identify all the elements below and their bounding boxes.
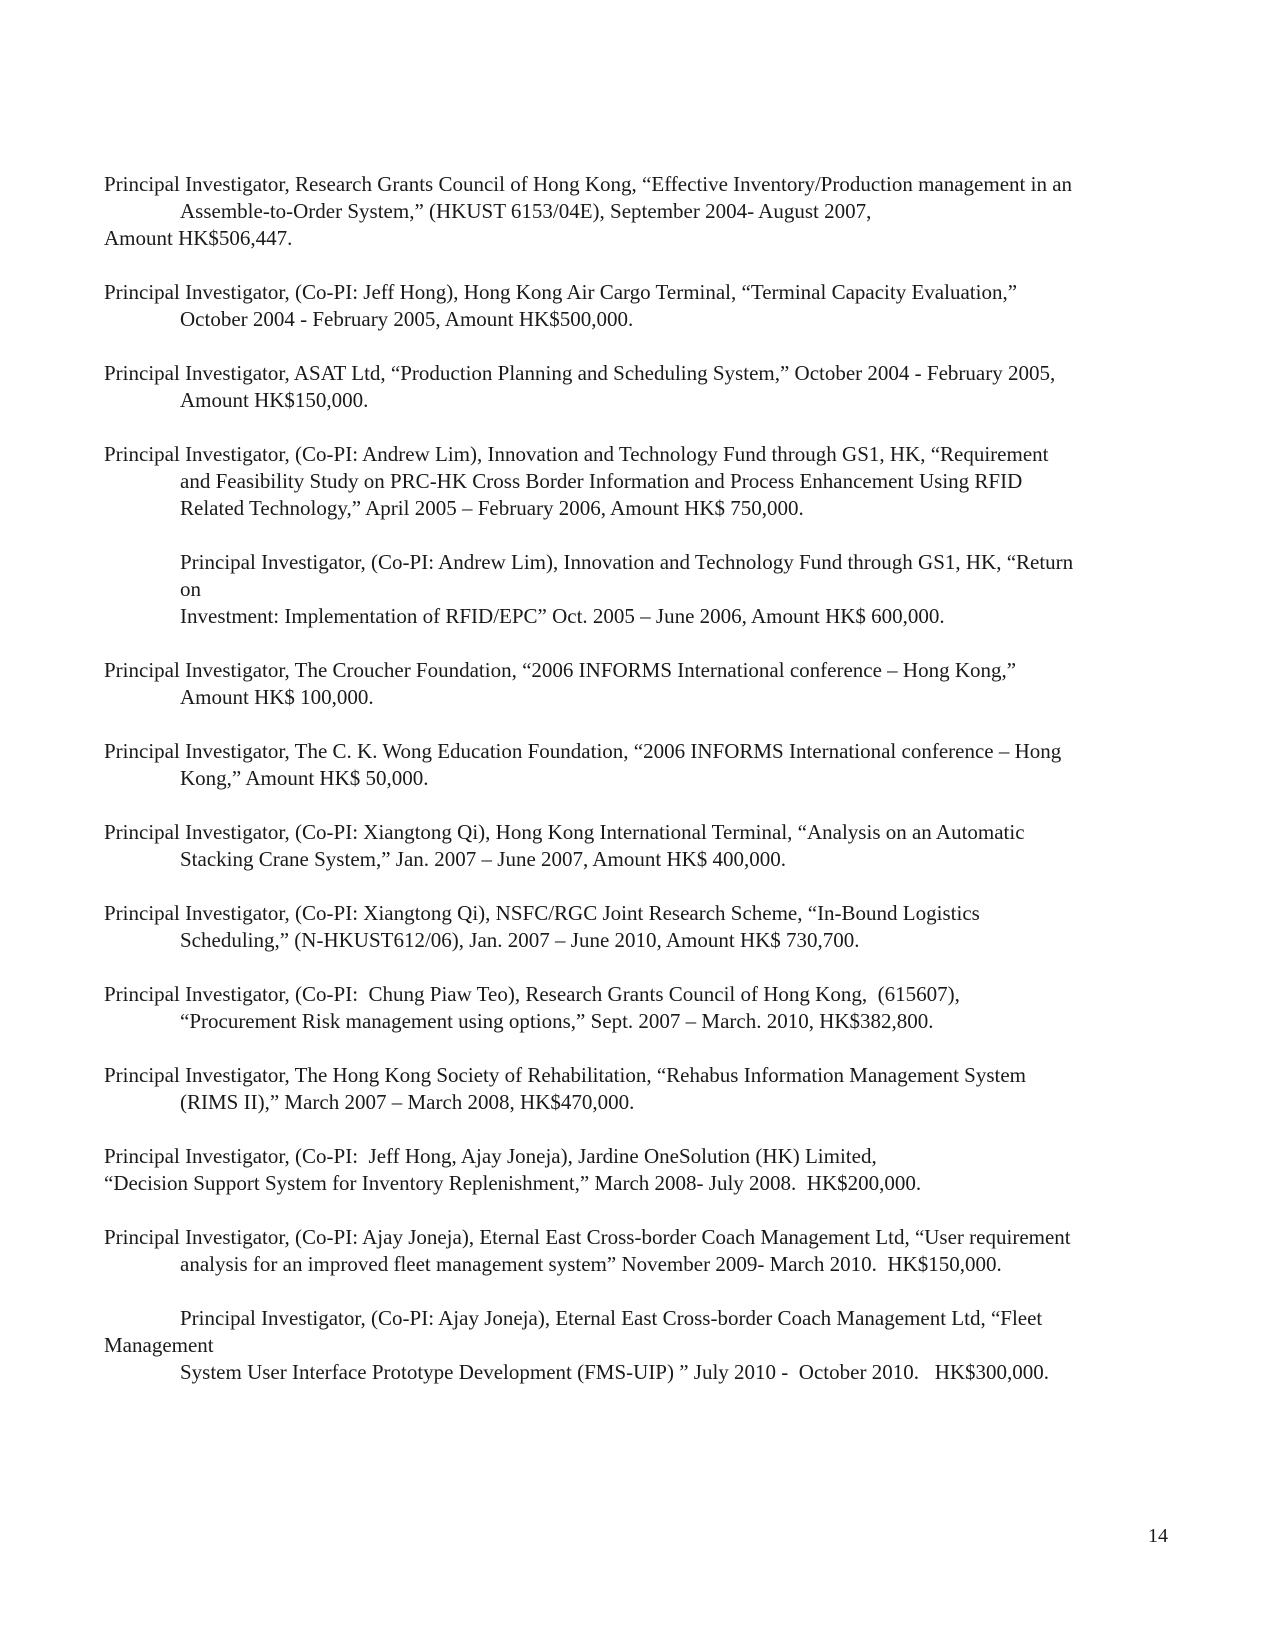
entry-11-line-2: (RIMS II),” March 2007 – March 2008, HK$470,000. — [180, 1090, 635, 1114]
entry-1-line-3: Amount HK$506,447. — [104, 226, 293, 250]
entry-5-line-2: on — [180, 577, 201, 601]
page-number: 14 — [1148, 1525, 1168, 1547]
entry-9-line-1: Principal Investigator, (Co-PI: Xiangtong Qi), NSFC/RGC Joint Research Scheme, “In-Bound Logistics — [104, 901, 980, 925]
entry-10-line-2: “Procurement Risk management using options,” Sept. 2007 – March. 2010, HK$382,800. — [180, 1009, 934, 1033]
entry-4-line-1: Principal Investigator, (Co-PI: Andrew Lim), Innovation and Technology Fund through GS1, HK, “Requirement — [104, 442, 1049, 466]
entry-14-line-3: System User Interface Prototype Development (FMS-UIP) ” July 2010 - October 2010. HK$300,000. — [180, 1360, 1050, 1384]
entry-14-line-1: Principal Investigator, (Co-PI: Ajay Joneja), Eternal East Cross-border Coach Management Ltd, “Fleet — [180, 1306, 1043, 1330]
entry-5-line-3: Investment: Implementation of RFID/EPC” Oct. 2005 – June 2006, Amount HK$ 600,000. — [180, 604, 945, 628]
entry-13-line-2: analysis for an improved fleet management system” November 2009- March 2010. HK$150,000. — [180, 1252, 1002, 1276]
entry-5-line-1: Principal Investigator, (Co-PI: Andrew Lim), Innovation and Technology Fund through GS1, HK, “Return — [180, 550, 1074, 574]
entry-1-line-1: Principal Investigator, Research Grants Council of Hong Kong, “Effective Inventory/Production management in an — [104, 172, 1073, 196]
entry-12-line-2: “Decision Support System for Inventory Replenishment,” March 2008- July 2008. HK$200,000. — [104, 1171, 922, 1195]
entry-8-line-2: Stacking Crane System,” Jan. 2007 – June 2007, Amount HK$ 400,000. — [180, 847, 787, 871]
entry-6-line-2: Amount HK$ 100,000. — [180, 685, 374, 709]
entry-13-line-1: Principal Investigator, (Co-PI: Ajay Joneja), Eternal East Cross-border Coach Management Ltd, “User requirement — [104, 1225, 1071, 1249]
entry-3-line-2: Amount HK$150,000. — [180, 388, 369, 412]
entry-12-line-1: Principal Investigator, (Co-PI: Jeff Hong, Ajay Joneja), Jardine OneSolution (HK) Limited, — [104, 1144, 877, 1168]
entry-7-line-2: Kong,” Amount HK$ 50,000. — [180, 766, 429, 790]
entry-4-line-2: and Feasibility Study on PRC-HK Cross Border Information and Process Enhancement Using RFID — [180, 469, 1023, 493]
entry-3-line-1: Principal Investigator, ASAT Ltd, “Production Planning and Scheduling System,” October 2004 - February 2005, — [104, 361, 1056, 385]
entry-8-line-1: Principal Investigator, (Co-PI: Xiangtong Qi), Hong Kong International Terminal, “Analysis on an Automatic — [104, 820, 1025, 844]
entry-14-line-2: Management — [104, 1333, 214, 1357]
entry-7-line-1: Principal Investigator, The C. K. Wong Education Foundation, “2006 INFORMS International conference – Hong — [104, 739, 1062, 763]
entry-9-line-2: Scheduling,” (N-HKUST612/06), Jan. 2007 – June 2010, Amount HK$ 730,700. — [180, 928, 860, 952]
entry-2-line-1: Principal Investigator, (Co-PI: Jeff Hong), Hong Kong Air Cargo Terminal, “Terminal Capacity Evaluation,” — [104, 280, 1018, 304]
entry-10-line-1: Principal Investigator, (Co-PI: Chung Piaw Teo), Research Grants Council of Hong Kong, (615607), — [104, 982, 960, 1006]
entry-1-line-2: Assemble-to-Order System,” (HKUST 6153/04E), September 2004- August 2007, — [180, 199, 872, 223]
entry-2-line-2: October 2004 - February 2005, Amount HK$500,000. — [180, 307, 634, 331]
entry-6-line-1: Principal Investigator, The Croucher Foundation, “2006 INFORMS International conference – Hong Kong,” — [104, 658, 1017, 682]
entry-11-line-1: Principal Investigator, The Hong Kong Society of Rehabilitation, “Rehabus Information Management System — [104, 1063, 1027, 1087]
entry-4-line-3: Related Technology,” April 2005 – February 2006, Amount HK$ 750,000. — [180, 496, 804, 520]
